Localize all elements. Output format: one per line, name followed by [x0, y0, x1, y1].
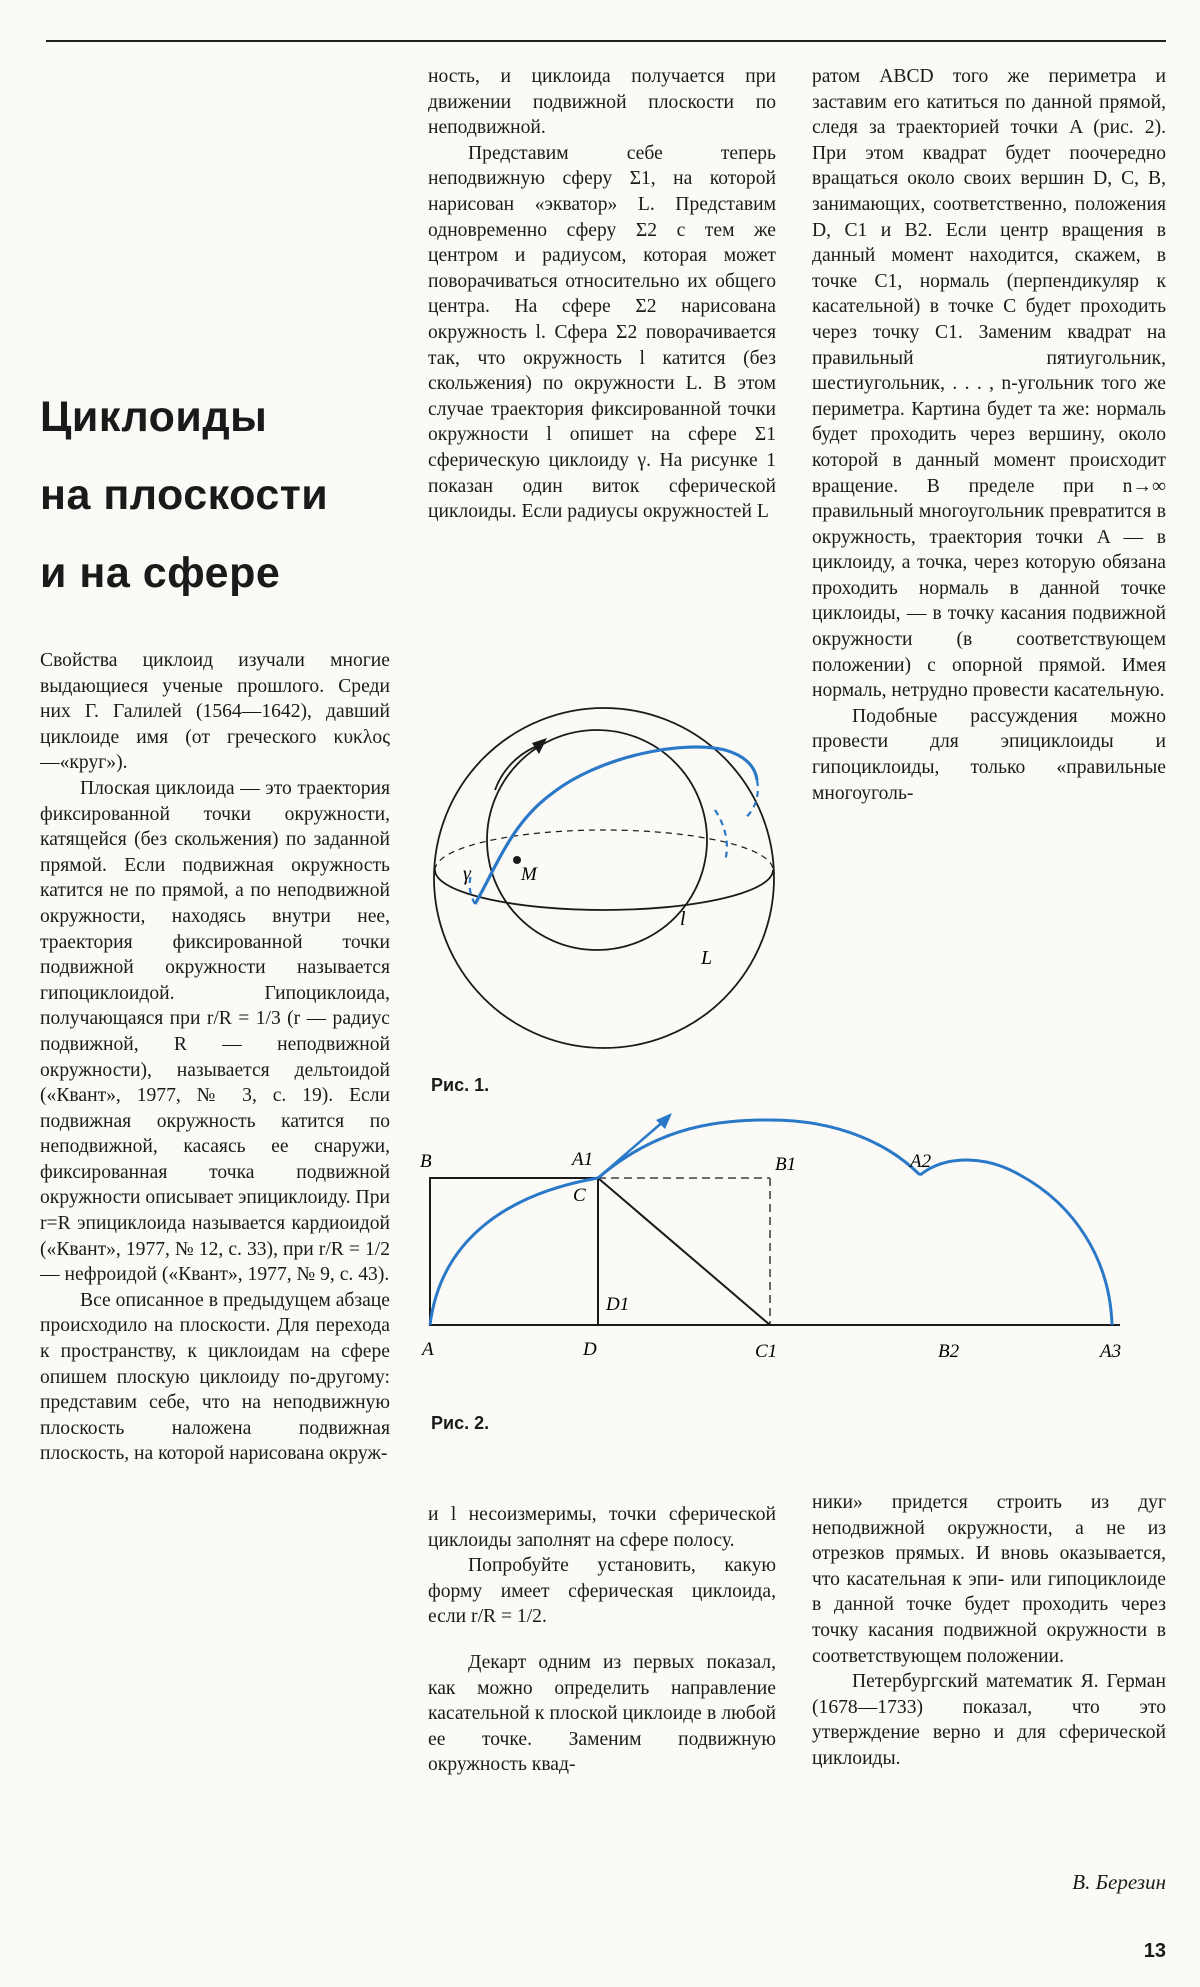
point-m: [513, 856, 521, 864]
label-a2: A2: [910, 1151, 932, 1172]
right-column-top: [812, 64, 1166, 806]
title-line: на плоскости: [40, 471, 329, 519]
label-d1: D1: [606, 1294, 630, 1315]
figure-1-caption: Рис. 1.: [431, 1075, 490, 1095]
paragraph: Все описанное в предыдущем абзаце происходило на плоскости. Для перехода к пространству, к циклоидам на сфере опишем плоскую циклоиду по-другому: представим себе, что на неподвижную плоскость наложена подвижная плоскость, на которой нарисована окруж-: [40, 1289, 390, 1465]
paragraph: Попробуйте установить, какую форму имеет сферическая циклоида, если r/R = 1/2.: [428, 1555, 776, 1628]
middle-column-bottom: [428, 1502, 776, 1778]
equator-back: [435, 830, 773, 870]
paragraph: ратом ABCD того же периметра и заставим его катиться по данной прямой, следя за траекторией точки A (рис. 2). При этом квадрат будет поочередно вращаться около своих вершин D, C, B, занимающих, соответственно, положения D, C1 и B2. Если центр вращения в данный момент находится, скажем, в точке C1, нормаль (перпендикуляр к касательной) в точке C будет проходить через точку C1. Заменим квадрат на правильный пятиугольник, шестиугольник, . . . , n-угольник того же периметра. Картина будет та же: нормаль будет проходить через вершину, около которой в данный момент происходит вращение. В пределе при n→∞ правильный многоугольник превратится в окружность, траектория точки A — в циклоиду, а точка, через которую обязана проходить нормаль в данной точке циклоиды, — в точку касания подвижной окружности (в соответствующем положении) с опорной прямой. Имея нормаль, нетрудно провести касательную.: [812, 66, 1166, 702]
label-c1: C1: [755, 1341, 778, 1362]
rolling-circle: [487, 730, 707, 950]
paragraph: Подобные рассуждения можно провести для эпициклоиды и гипоциклоиды, только «правильные многоуголь-: [812, 705, 1166, 804]
label-big-l: L: [701, 947, 713, 969]
sphere-outline: [434, 708, 774, 1048]
figure-1-sphere: [425, 700, 785, 1060]
paragraph: ность, и циклоида получается при движении подвижной плоскости по неподвижной.: [428, 66, 776, 139]
tangent-arrow-line: [598, 1120, 665, 1178]
cycloid-arc-3: [920, 1160, 1112, 1325]
label-gamma: γ: [463, 863, 471, 885]
cycloid-arc-2: [598, 1120, 920, 1178]
label-a3: A3: [1100, 1341, 1122, 1362]
label-a1: A1: [572, 1149, 594, 1170]
paragraph: ники» придется строить из дуг неподвижной окружности, а не из отрезков прямых. И вновь оказывается, что касательная к эпи- или гипоциклоиде в данной точке будет проходить через точку касания подвижной окружности в соответствующем положении.: [812, 1492, 1166, 1667]
title-line: и на сфере: [40, 549, 281, 597]
label-a: A: [422, 1339, 434, 1360]
paragraph: и l несоизмеримы, точки сферической циклоиды заполнят на сфере полосу.: [428, 1504, 776, 1551]
paragraph: Плоская циклоида — это траектория фиксированной точки окружности, катящейся (без скольжения) по заданной прямой. Если подвижная окружность катится не по прямой, а по неподвижной окружности, находясь внутри нее, траектория фиксированной точки подвижной окружности называется гипоциклоидой. Гипоциклоида, получающаяся при r/R = 1/3 (r — радиус подвижной, R — неподвижной окружности), называется дельтоидой («Квант», 1977, № 3, с. 19). Если подвижная окружность катится по неподвижной, касаясь ее снаружи, фиксированная точка подвижной окружности описывает эпициклоиду. При r=R эпициклоида называется кардиоидой («Квант», 1977, № 12, с. 33), при r/R = 1/2 — нефроидой («Квант», 1977, № 9, с. 43).: [40, 777, 390, 1286]
spherical-cycloid-arc: [475, 747, 757, 904]
paragraph: Свойства циклоид изучали многие выдающиеся ученые прошлого. Среди них Г. Галилей (1564—1642), давший циклоиде имя (от греческого κυκλος—«круг»).: [40, 650, 390, 774]
paragraph: Представим себе теперь неподвижную сферу Σ1, на которой нарисован «экватор» L. Представим одновременно сферу Σ2 с тем же центром и радиусом, которая может поворачиваться относительно их общего центра. На сфере Σ2 нарисована окружность l. Сфера Σ2 поворачивается так, что окружность l катится (без скольжения) по окружности L. В этом случае траектория фиксированной точки окружности l опишет на сфере Σ1 сферическую циклоиду γ. На рисунке 1 показан один виток сферической циклоиды. Если радиусы окружностей L: [428, 142, 776, 523]
label-d: D: [583, 1339, 597, 1360]
right-column-bottom: [812, 1490, 1166, 1772]
title-line: Циклоиды: [40, 393, 268, 441]
label-b: B: [420, 1151, 432, 1172]
cycloid-return-part: [715, 810, 727, 860]
label-m: M: [521, 864, 537, 885]
equator-front: [435, 870, 773, 910]
page-number: 13: [1143, 1940, 1166, 1962]
author-signature: В. Березин: [1072, 1870, 1166, 1894]
figure-2-square-rolling: [420, 1085, 1140, 1385]
paragraph: Петербургский математик Я. Герман (1678—1733) показал, что это утверждение верно и для сферической циклоиды.: [812, 1671, 1166, 1769]
rotation-arrowhead: [532, 738, 547, 754]
label-b2: B2: [938, 1341, 960, 1362]
figure-2-caption: Рис. 2.: [431, 1413, 490, 1433]
paragraph: Декарт одним из первых показал, как можно определить направление касательной к плоской циклоиде в любой ее точке. Заменим подвижную окружность квад-: [428, 1651, 776, 1776]
article-title: [40, 378, 328, 612]
top-rule: [46, 40, 1166, 42]
left-column: [40, 648, 390, 1467]
middle-column-top: [428, 64, 776, 525]
label-l: l: [680, 908, 686, 930]
label-c: C: [573, 1185, 586, 1206]
label-b1: B1: [775, 1154, 797, 1175]
